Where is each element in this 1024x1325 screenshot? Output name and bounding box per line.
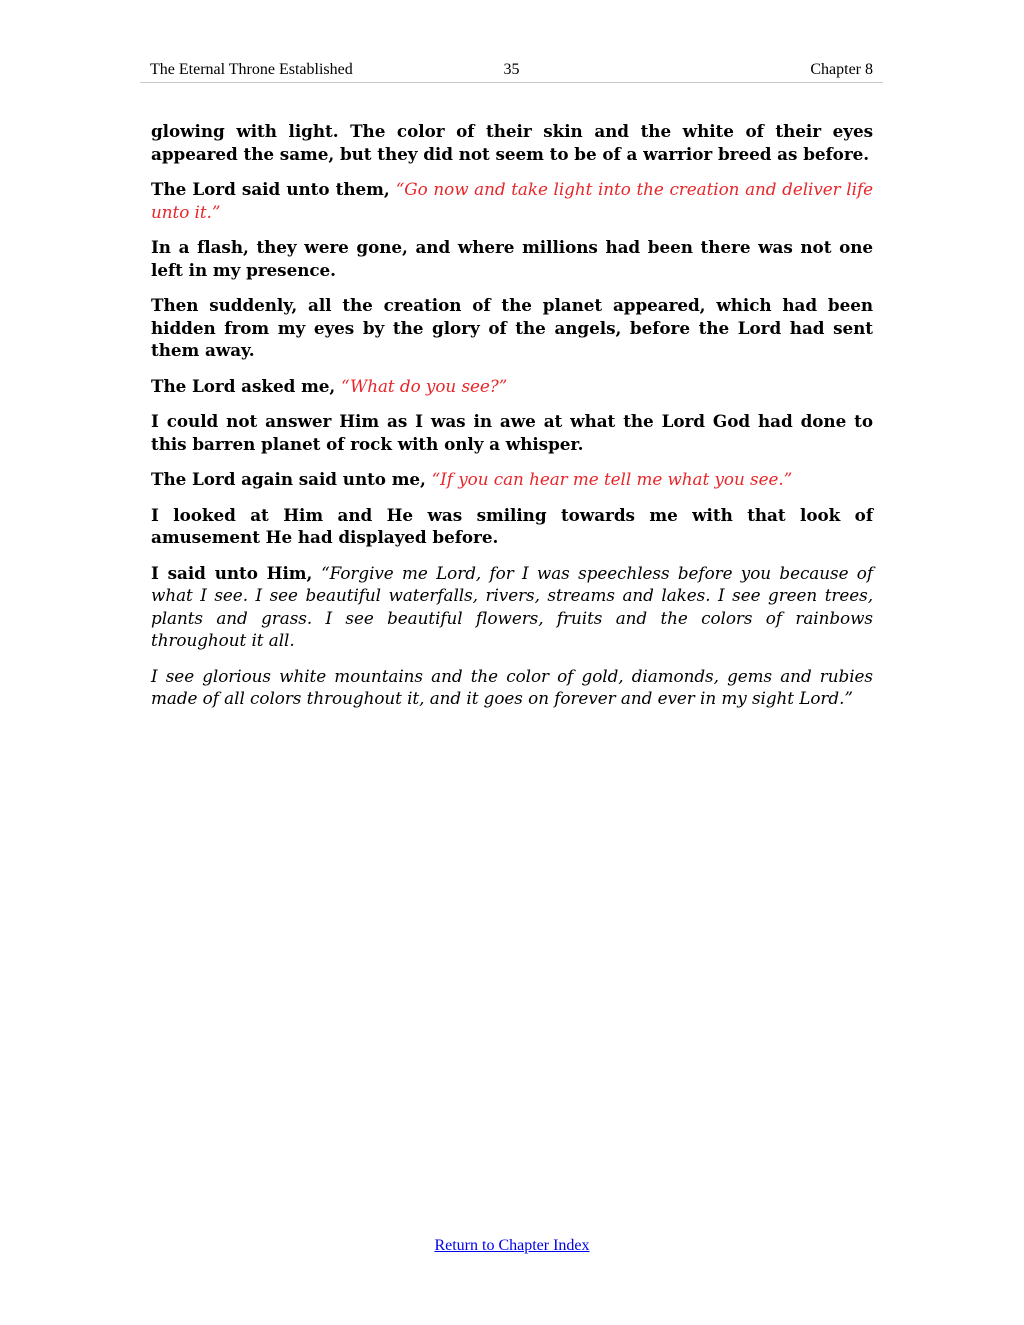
- paragraph: [151, 562, 873, 652]
- paragraph: [151, 236, 873, 281]
- return-to-chapter-index-link[interactable]: Return to Chapter Index: [434, 1237, 590, 1254]
- page-header: [140, 60, 883, 83]
- paragraph-text: glowing with light. The color of their skin and the white of their eyes appeared the same, but they did not seem to be of a warrior breed as before.: [151, 121, 873, 164]
- paragraph: [151, 375, 873, 398]
- paragraph-text: Then suddenly, all the creation of the planet appeared, which had been hidden from my eyes by the glory of the angels, before the Lord had sent them away.: [151, 295, 873, 360]
- paragraph-text: I looked at Him and He was smiling towards me with that look of amusement He had displayed before.: [151, 504, 873, 547]
- narrator-quote: “Forgive me Lord, for I was speechless before you because of what I see. I see beautiful waterfalls, rivers, streams and lakes. I see green trees, plants and grass. I see beautiful flowers, fruits and the colors of rainbows throughout it all.: [151, 562, 873, 650]
- paragraph-text: The Lord said unto them,: [151, 179, 396, 199]
- narrator-quote: I see glorious white mountains and the color of gold, diamonds, gems and rubies made of all colors throughout it, and it goes on forever and ever in my sight Lord.”: [151, 665, 873, 708]
- page-body: [151, 120, 873, 723]
- paragraph-text: I said unto Him,: [151, 562, 322, 583]
- lord-quote: “If you can hear me tell me what you see.”: [431, 469, 793, 489]
- paragraph: [151, 468, 873, 491]
- paragraph-text: The Lord asked me,: [151, 375, 341, 396]
- paragraph-text: In a flash, they were gone, and where millions had been there was not one left in my presence.: [151, 237, 873, 280]
- paragraph: [151, 504, 873, 549]
- lord-quote: “What do you see?”: [341, 375, 508, 396]
- paragraph: [151, 120, 873, 165]
- paragraph-text: The Lord again said unto me,: [151, 469, 432, 489]
- paragraph: [151, 410, 873, 455]
- book-title: The Eternal Throne Established: [150, 61, 353, 78]
- paragraph-text: I could not answer Him as I was in awe at what the Lord God had done to this barren planet of rock with only a whisper.: [151, 411, 873, 454]
- page-number: 35: [503, 61, 520, 78]
- chapter-label: Chapter 8: [810, 61, 873, 78]
- paragraph: [151, 178, 873, 223]
- lord-quote: “Go now and take light into the creation and deliver life unto it.”: [151, 179, 873, 222]
- paragraph: [151, 294, 873, 362]
- page-footer: [0, 1237, 1024, 1255]
- paragraph: [151, 665, 873, 710]
